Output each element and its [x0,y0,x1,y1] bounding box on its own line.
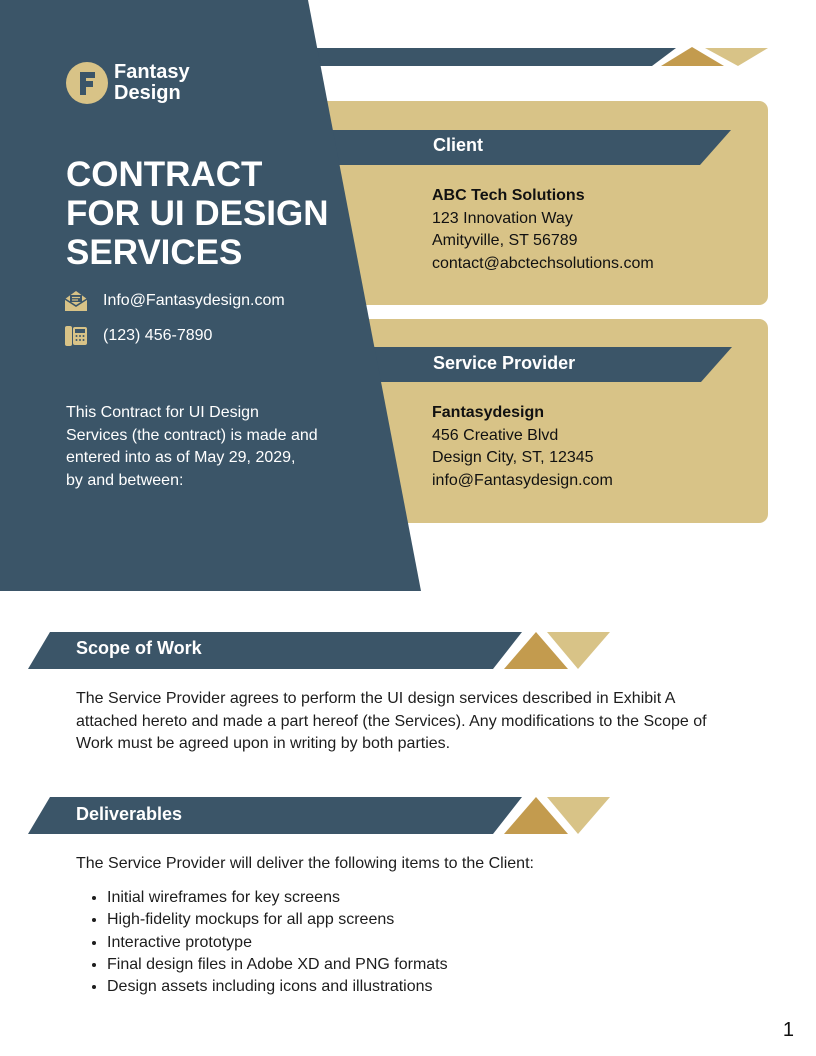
deliverables-list [107,887,448,998]
client-address-1: 123 Innovation Way [432,209,573,227]
title-line-2: FOR UI DESIGN [66,194,329,233]
client-details [432,185,654,275]
page-number: 1 [782,1019,794,1041]
provider-email[interactable]: info@Fantasydesign.com [432,471,613,489]
title-line-1: CONTRACT [66,155,263,194]
list-item: • Interactive prototype [107,932,448,954]
top-navy-strip [300,48,676,66]
client-address-2: Amityville, ST 56789 [432,232,578,249]
provider-heading: Service Provider [433,353,576,373]
intro-line-4: by and between: [66,471,184,489]
scope-paragraph [76,688,776,756]
contact-email-row [64,289,285,313]
page-title [66,155,336,272]
list-item: • Design assets including icons and illustrations [107,976,448,998]
logo-line-1: Fantasy [114,61,190,83]
scope-heading: Scope of Work [76,638,202,658]
title-line-3: SERVICES [66,233,243,272]
deliverables-intro: The Service Provider will deliver the following items to the Client: [76,855,534,872]
scope-line-1: The Service Provider agrees to perform the UI design services described in Exhibit A [76,690,676,707]
intro-line-1: This Contract for UI Design [66,404,259,421]
intro-line-3: entered into as of May 29, 2029, [66,449,296,466]
client-email[interactable]: contact@abctechsolutions.com [432,254,654,272]
list-item: • Final design files in Adobe XD and PNG formats [107,954,448,976]
client-name: ABC Tech Solutions [432,187,585,204]
list-item: • Initial wireframes for key screens [107,887,448,909]
client-header-bar [300,130,731,165]
logo-line-2: Design [114,82,181,104]
list-item: • High-fidelity mockups for all app screens [107,909,448,931]
brand-logo [66,62,190,104]
client-heading: Client [433,135,484,155]
contact-phone[interactable]: (123) 456-7890 [103,327,213,344]
provider-address-2: Design City, ST, 12345 [432,449,594,466]
envelope-icon [64,289,88,313]
logo-text [114,62,190,104]
deliverables-heading: Deliverables [76,804,183,824]
provider-details [432,402,613,492]
contact-email[interactable]: Info@Fantasydesign.com [103,292,285,309]
provider-name: Fantasydesign [432,404,545,421]
intro-line-2: Services (the contract) is made and [66,426,318,444]
scope-line-3: Work must be agreed upon in writing by both parties. [76,735,451,752]
scope-line-2: attached hereto and made a part hereof (the Services). Any modifications to the Scope of [76,712,707,730]
intro-paragraph [66,402,356,492]
phone-icon [64,324,88,348]
contact-phone-row [64,324,212,348]
provider-address-1: 456 Creative Blvd [432,426,559,444]
logo-f-icon [66,62,108,104]
